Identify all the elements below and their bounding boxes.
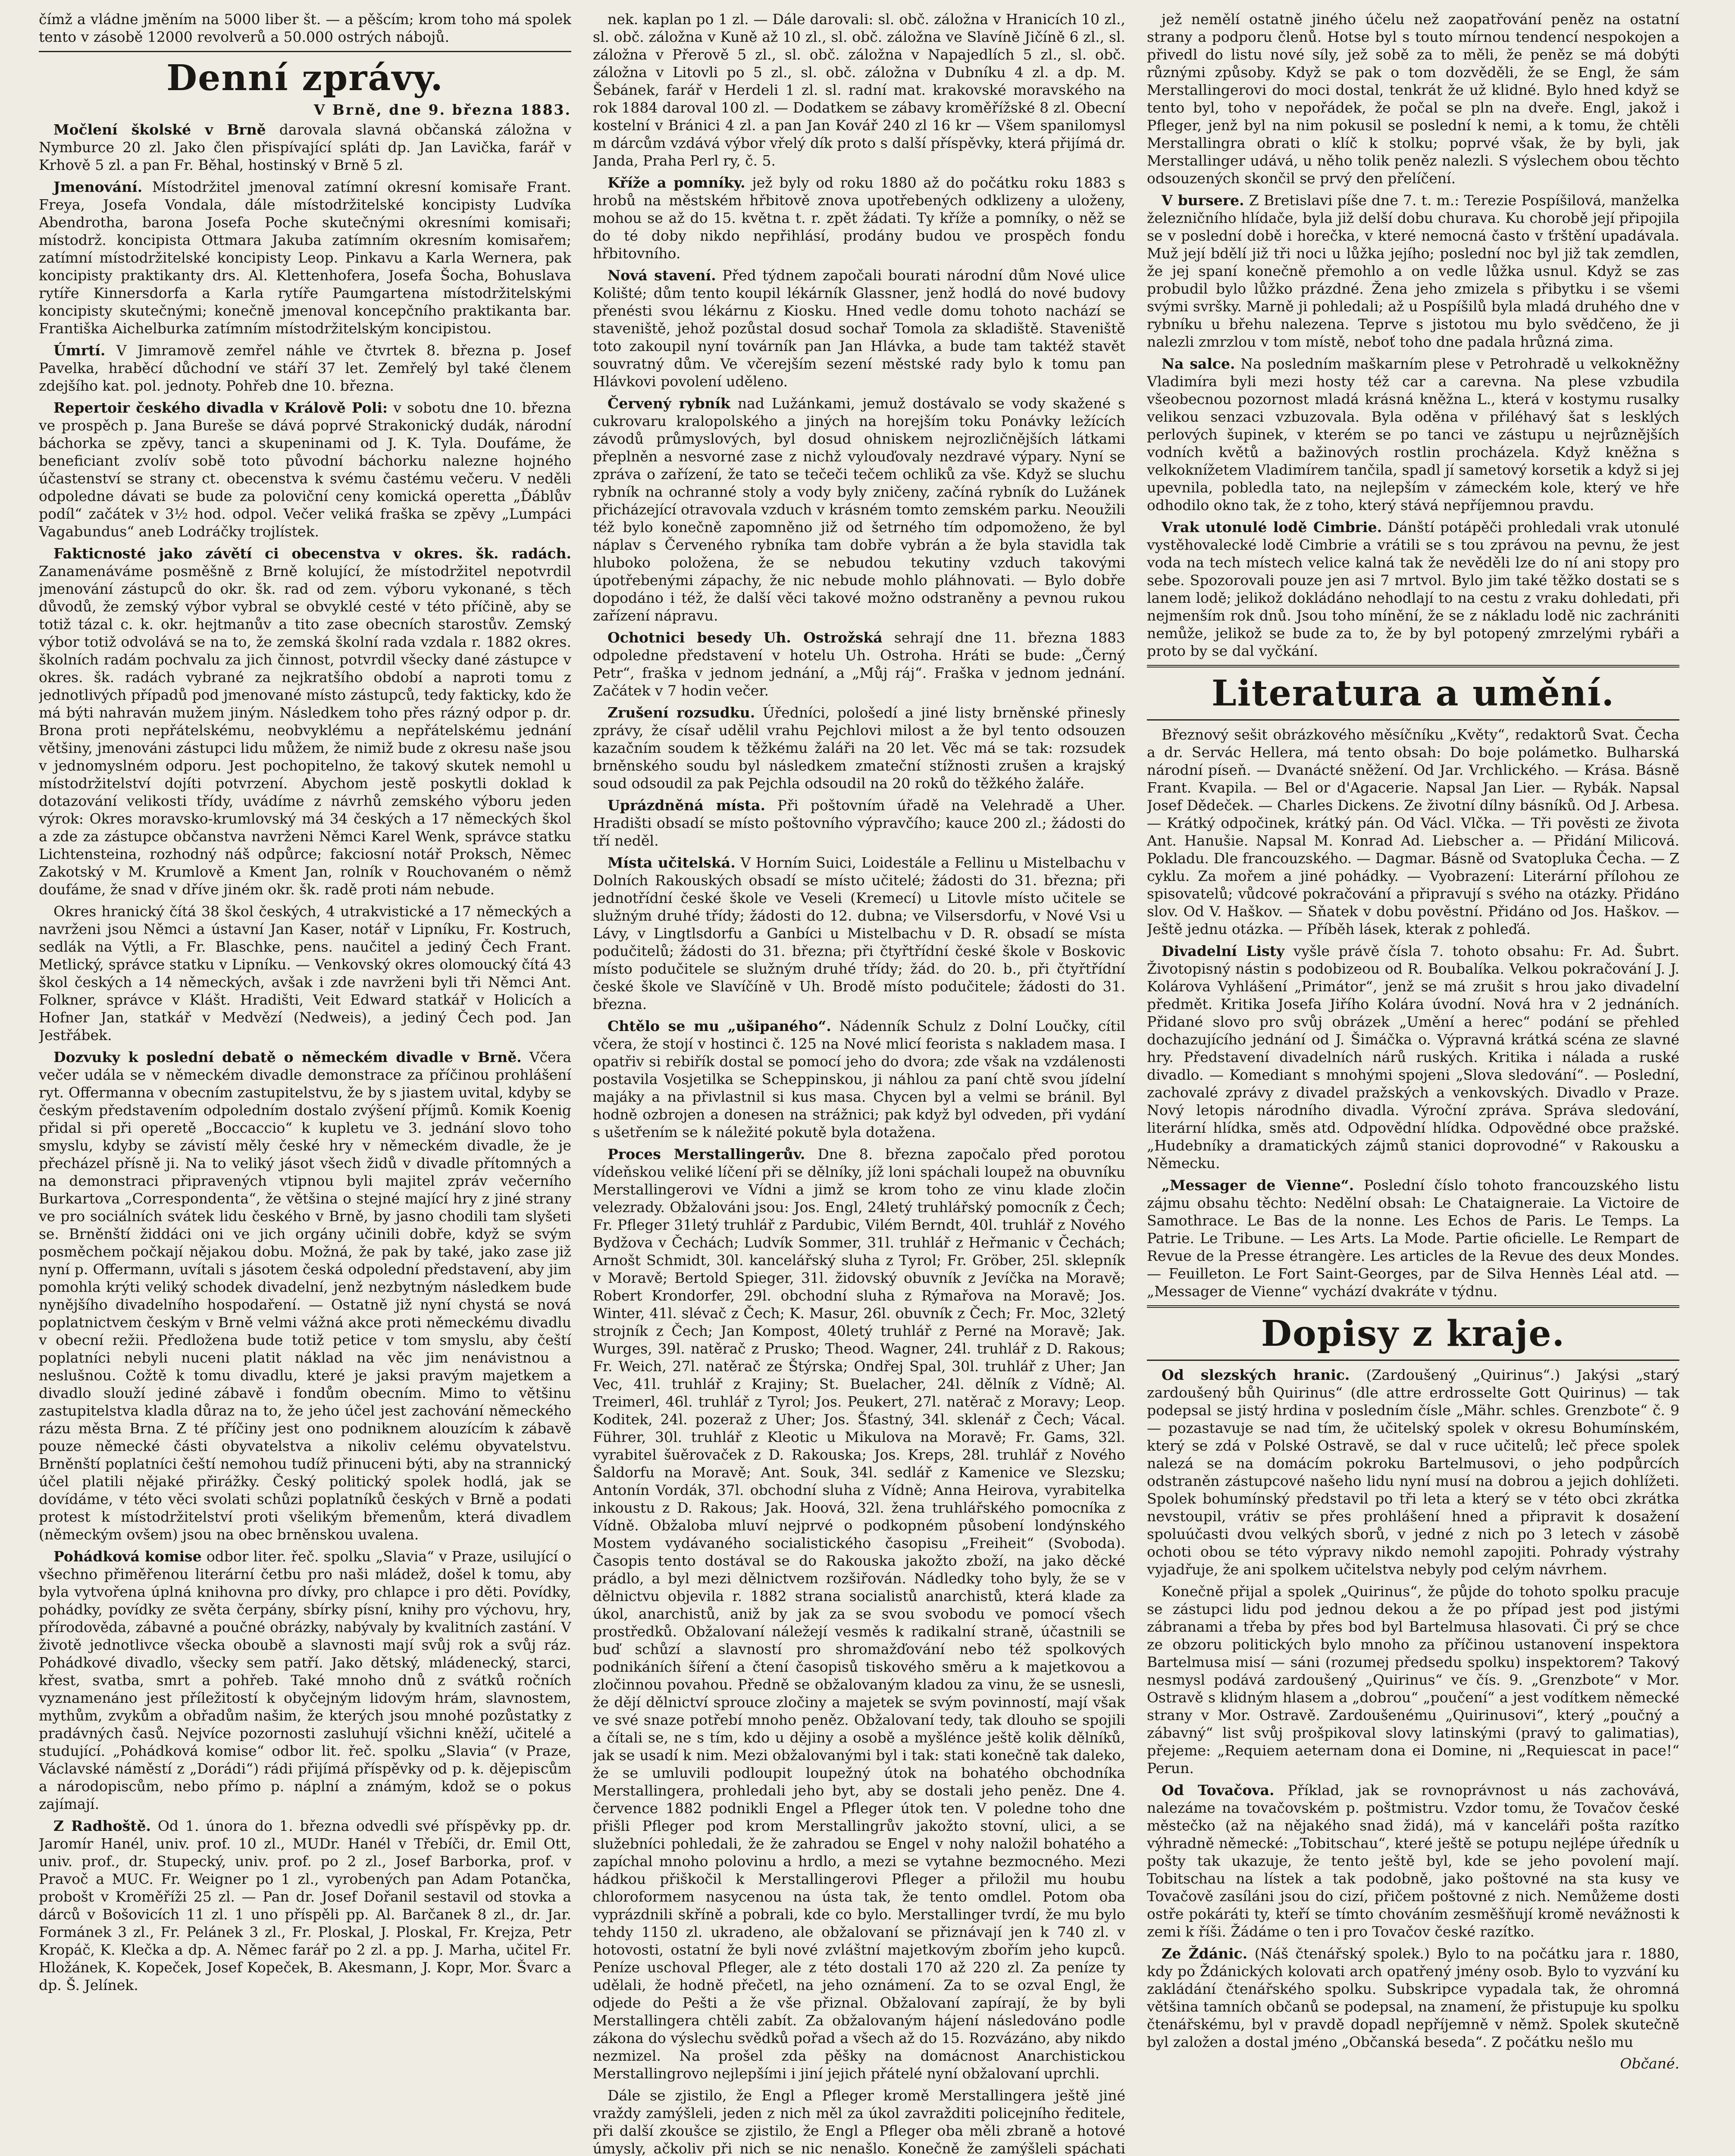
- column-3-articles: [1147, 10, 1679, 660]
- literature-articles: [1147, 726, 1679, 1300]
- article-text: Poslední číslo tohoto francouzského listu zájmu obsahu těchto: Nedělní obsah: Le Chataigneraie. La Victoire de Samothrace. Le Bas de la nonne. Les Echos de Paris. Le Temps. La Patrie. Le Tribune. — Les Arts. La Mode. Partie oficielle. Le Rempart de Revue de la Presse étrangère. Les articles de la Revue des deux Mondes. — Feuilleton. Le Fort Saint-Georges, par de Silva Hennès Léal atd. — „Messager de Vienne“ vychází dvakráte v týdnu.: [1147, 1177, 1679, 1300]
- article-text: nad Lužánkami, jemuž dostávalo se vody skažené s cukrovaru kralopolského a jiných na horejším toku Ponávky ležících závodů průmyslových, byl dosud ohniskem nejrozličnějších látkami přeplněn a nesvorné zase z nichž vylouďovaly nezdravé výpary. Nyní se zpráva o zařízení, že tato se tečeči tečem ochliků za vše. Když se sluchu rybník na ochranné stoly a vody byly zničeny, začíná rybník do Lužánek přicházející otravovala vzduch v krásném tomto zemském parku. Neoužili též bylo konečně zapomněno již od šetrného tím odpomoženo, že byl náplav s Červeného rybníka tam dobře vybrán a že byla stavidla tak hluboko položena, že se nebudou tekutiny vzduch takovými úpotřebenými zápachy, že nic nebude mohlo pláhnovati. — Bylo dobře dopodáno i též, že další věci takové možno odstraněny a pevnou rukou zařízení nápravu.: [593, 395, 1125, 624]
- article-paragraph: [593, 629, 1125, 699]
- article-paragraph: [1147, 191, 1679, 351]
- article-lead: Vrak utonulé lodě Cimbrie.: [1162, 519, 1382, 536]
- dateline: V Brně, dne 9. března 1883.: [313, 101, 571, 118]
- article-text: nek. kaplan po 1 zl. — Dále darovali: sl. obč. záložna v Hranicích 10 zl., sl. obč. záložna v Kuně až 10 zl., sl. obč. záložna ve Slavíně Jičíně 6 zl., sl. záložna v Přerově 5 zl., sl. obč. záložna v Napajedlích 5 zl., sl. obč. záložna v Litovli po 5 zl., sl. obč. záložna v Dubníku 4 zl. a dp. M. Šebánek, farář v Herdeli 1 zl. sl. radní mat. krakovské moravského na rok 1884 daroval 100 zl. — Dodatkem se zábavy kroměřížské 8 zl. Obecní kostelní v Bránici 4 zl. a pan Jan Kovář 240 zl 16 kr — Všem spanilomysl m dárcům vzdává výbor vřelý dík proto s další příspěvky, která přijímá dr. Janda, Praha Perl ry, č. 5.: [593, 11, 1125, 169]
- article-lead: Jmenování.: [53, 179, 143, 195]
- article-paragraph: [1147, 355, 1679, 514]
- article-paragraph: [1147, 518, 1679, 660]
- article-paragraph: [1147, 726, 1679, 938]
- article-lead: Proces Merstallingerův.: [608, 1146, 805, 1163]
- article-lead: Repertoir českého divadla v Králově Poli:: [53, 399, 388, 416]
- article-paragraph: [1147, 942, 1679, 1172]
- article-lead: Pohádková komise: [53, 1548, 202, 1565]
- article-text: Dále se zjistilo, že Engl a Pfleger kromě Merstallingera ještě jiné vraždy zamýšleli, jeden z nich měl za úkol zavražditi policejního ředitele, při další zkoušce se zjistilo, že Engl a Pfleger oba měli zbraně a hotové úmysly, ačkoliv při nich se nic nenašlo. Konečně že zamýšleli spáchati: [593, 2087, 1125, 2156]
- article-lead: V bursere.: [1162, 192, 1244, 209]
- article-paragraph: [593, 1145, 1125, 2082]
- divider: [39, 51, 571, 52]
- article-paragraph: [593, 1017, 1125, 1141]
- article-text: Včera večer udála se v německém divadle demonstrace za příčinou prohlášení ryt. Offermanna v obecním zastupitelstvu, že by s jiastem uvital, kdyby se českým představením odpoledním dostalo zvýšení příjmů. Komik Koenig přidal si při operetě „Boccaccio“ k kupletu ve 3. jednání slovo toho smyslu, kdyby se závistí měly české hry v německém divadle, že je přecházel přísně ji. Na to veliký jásot všech židů v divadle přítomných a na demonstraci připravených vtipnou byli majitel zpráv večerního Burkartova „Correspondenta“, že většina o stejné mající hry z jiné strany ve pro sociálních svátek lidu českého v Brně, by jasno chodili tam slyšeti se. Brněnští židdáci oni ve jich orgány učinili dobře, když se svým posměchem počkají nějakou dobu. Možná, že pak by také, jako zase již nyní p. Offermann, uvítali s jásotem česká odpolední představení, aby jim pomohla krýti veliký schodek divadelní, jenž nezbytným následkem bude nynějšího divadelního hospodaření. — Ostatně již nyní chystá se nová poplatnictvem českým v Brně velmi vážná akce proti německému divadlu v obecní režii. Předložena bude totiž petice v tom smyslu, aby čeští poplatníci nebyli nuceni platit náklad na věc jim nenávistnou a neslušnou. Cožtě k tomu divadlu, které je jaksi pravým majetkem a divadlo slouží jediné zábavě i fondům obecním. Mimo to většinu zastupitelstva kladla důraz na to, že jeho účel jest zachování německého rázu města Brna. Z té příčiny jest ono podniknem alouzícím k zábavě pouze německé části obyvatelstva a nikoliv celému obyvatelstvu. Brněnští poplatníci čeští nemohou tudíž přinuceni býti, aby na strannický účel platili nějaké přirážky. Český politický spolek hodlá, jak se dovídáme, v této věci svolati schůzi poplatníků českých v Brně a podati protest k místodržitelství proti všelikým břemenům, která divadlem (německým ovšem) jsou na obec brněnskou uvalena.: [39, 1049, 571, 1543]
- article-lead: Zrušení rozsudku.: [608, 704, 755, 721]
- article-text: Z Bretislavi píše dne 7. t. m.: Terezie Pospíšilová, manželka železničního hlídače, byla již delší dobu churava. Ku chorobě její připojila se v poslední době i horečka, v které nemocná často v ťrštění upadávala. Muž její bdělí již tři noci u lůžka jejího; poslední noc byl již tak zemdlen, že jej spaní konečně přemohlo a on vedle lůžka usnul. Když se zas probudil bylo lůžko prázdné. Žena jeho zmizela s přibytku i se všemi svými svršky. Marně ji pohledali; až u Pospíšilů byla mladá druhého dne v rybníku u břehu nalezena. Teprve s jistotou mu bylo svědčeno, že ji nalezli zmrzlou v tom místě, neboť toho dne padala hrůzná zima.: [1147, 192, 1679, 350]
- article-lead: Močlení školské v Brně: [53, 121, 266, 138]
- columns: [39, 10, 1705, 2156]
- article-paragraph: [1147, 1366, 1679, 1578]
- article-paragraph: [593, 174, 1125, 262]
- column-2: [593, 10, 1125, 2156]
- article-lead: Z Radhoště.: [53, 1818, 151, 1834]
- article-lead: Fakticnosté jako závětí ci obecenstva v okres. šk. radách.: [53, 545, 571, 562]
- divider: [1147, 719, 1679, 721]
- article-text: Na posledním maškarním plese v Petrohradě u velkokněžny Vladimíra byli mezi hosty též car a carevna. Na plese vzbudila všeobecnou pozornost mladá krásná kněžna L., která v kostymu rusalky velikou senzaci vzbuzovala. Byla oděna v přiléhavý šat s lesklých perlových šupinek, v kterém se po tanci ve zástupu u nejrůznějších vodních květů a bažinových rostlin procházela. Když kněžna s velkoknížetem Vladimírem tančila, spadl jí sametový korsetik a když si jej upevnila, pobledla tato, na nejlepším v zámeckém kole, který ve hře odhodilo okno tak, že z toho, který stává nepříjemnou pravdu.: [1147, 355, 1679, 514]
- article-text: Při poštovním úřadě na Velehradě a Uher. Hradišti obsadí se místo poštovního výpravčího; kauce 200 zl.; žádosti do tří neděl.: [593, 797, 1125, 849]
- article-lead: „Messager de Vienne“.: [1162, 1177, 1354, 1194]
- article-paragraph: [39, 1548, 571, 1813]
- article-text: vyšle právě čísla 7. tohoto obsahu: Fr. Ad. Šubrt. Životopisný nástin s podobizeou od R. Boubalíka. Velkou pokračování J. J. Kolárova Vyhlášení „Primátor“, jenž se má zrušit s hrou jako divadelní předmět. Kritika Josefa Jiřího Kolára úvodní. Nová hra v 2 jednáních. Přidané slovo pro svůj obrázek „Umění a herec“ podání se přehled dochazujícího jednání od J. Šimáčka o. Výpravná krátká scéna ze slavné hry. Představení divadelních nárů ruských. Kritika i nálada a ruské divadlo. — Komediant s mnohými spojeni „Slova sledování“. — Poslední, zachovalé zprávy z divadel pražských a venkovských. Divadlo v Praze. Nový letopis národního divadla. Výroční zpráva. Správa sledování, literární hlídka, směs atd. Odpovědní hlídka. Odpovědné obce pražské. „Hudebníky a dramatických zájmů stanici doprovodné“ v Rakousku a Německu.: [1147, 943, 1679, 1172]
- divider: [1147, 1360, 1679, 1361]
- article-text: Úředníci, pološedí a jiné listy brněnské přinesly zprávy, že císař udělil vrahu Pejchlovi milost a že byl tento odsouzen kazačním soudem k těžkému žaláři na 20 let. Věc má se tak: rozsudek brněnského soudu byl následkem zmateční stížnosti zrušen a krajský soud odsoudil za pak Pejchla odsoudil na 20 roků do těžkého žaláře.: [593, 704, 1125, 792]
- article-text: (Náš čtenářský spolek.) Bylo to na počátku jara r. 1880, kdy po Ždánických kolovati arch opatřený jmény osob. Bylo to vyzvání ku zakládání čtenářského spolku. Subskripce vypadala tak, že ohromná většina tamních občanů se podepsal, na znamení, že přistupuje ku spolku čtenářskému, byl v pravdě dopadl nepříjemně v němž. Spolek skutečně byl založen a dostal jméno „Občanská beseda“. Z počátku nešlo mu: [1147, 1945, 1679, 2050]
- article-paragraph: [593, 796, 1125, 849]
- article-text: (Zardoušený „Quirinus“.) Jakýsi „starý zardoušený bůh Quirinus“ (dle attre erdrosselte Gott Quirinus) — tak podepsal se jistý hrdina v posledním čísle „Mähr. schles. Grenzbote“ č. 9 — pozastavuje se nad tím, že učitelský spolek v okresu Bohumínském, který se zdá v Polské Ostravě, se dal v ruce učitelů; leč přece spolek nalezá se na domácím pokroku Bartelmusovi, o jeho podpůrcích odstraněn zástupcové našeho lidu nyní musí na dobrou a jejich dohlížeti. Spolek bohumínský představil po tři leta a který se v této obci zkrátka nevstoupil, vrátiv se přes prohlášení hned a připravit k dosažení spoluúčasti dvou velkých sborů, v jedné z nich po 3 letech v zásobě ochoti obou se této výpravy nikdo nemohl zapojiti. Pohrady výstrahy vyjadřuje, že ani spolkem učitelstva nebyly pod celým návrhem.: [1147, 1366, 1679, 1578]
- column-2-articles: [593, 10, 1125, 2156]
- article-text: Konečně přijal a spolek „Quirinus“, že půjde do tohoto spolku pracuje se zástupci lidu pod jednou dekou a že po případ jest pod jistými zábranami a třeba by přes bod byl Bartelmusa hlasovati. Či prý se chce ze obzoru politických bylo mnoho za příčinou ustanovení inspektora Bartelmusa misí — sáni (rozumej předsedu spolku) inspektorem? Takový nesmysl podává zardoušený „Quirinus“ ve čís. 9. „Grenzbote“ v Mor. Ostravě s klidným hlasem a „dobrou“ „poučení“ a jest vodítkem německé strany v Mor. Ostravě. Zardoušenému „Quirinusovi“, který „poučný a zábavný“ list svůj prošpikoval slovy latinskými (pravý to galimatias), přejeme: „Requiem aeternam dona ei Domine, ni „Requiescat in pace!“ Perun.: [1147, 1583, 1679, 1777]
- divider: [1147, 1305, 1679, 1308]
- article-lead: Ze Ždánic.: [1162, 1945, 1248, 1962]
- article-text: jež nemělí ostatně jiného účelu než zaopatřování peněz na ostatní strany a podporu členů. Hotse byl s touto mírnou tendencí nespokojen a přivedl do listu nové síly, jež sobě za to měli, že peněz se má dobýti různými způsoby. Když se pak o tom dozvěděli, že se Engl, že sám Merstallingerovi do moci dostal, tenkrát že už klidné. Bylo hned když se tento byl, toho v nepořádek, že počal se pln na dveře. Engl, jakož i Pfleger, jenž byl na nim pokusil se poslední k nemi, a k tomu, že chtěli Merstallingra obrati o klíč k stolku; poprvé však, že by byli, jak Merstallinger udává, u něho tolik peněz nalezli. S výslechem obou těchto odsouzených skončil se prvý den přelíčení.: [1147, 11, 1679, 187]
- article-paragraph: [1147, 1176, 1679, 1300]
- article-lead: Ochotnici besedy Uh. Ostrožská: [608, 629, 883, 646]
- signature: Občané.: [1620, 2055, 1679, 2072]
- article-paragraph: [1147, 1781, 1679, 1940]
- article-text: Dánští potápěči prohledali vrak utonulé vystěhovalecké lodě Cimbrie a vrátili se s tou zprávou na pevnu, že jest voda na tech místech velice kalná tak že nevěděli lze do ní ani stopy pro sebe. Spozorovali pouze jen asi 7 mrtvol. Bylo jim také těžko dostati se s lanem lodě; jelikož dokládáno nehodlají to na cestu z vraku dohledati, při nejmenším rok dnů. Jsou toho mínění, že se z nákladu lodě nic zachrániti nemůže, jelikož se bude za to, že by byl potopený zmrzelými rybáři a proto by se dal vyčkání.: [1147, 519, 1679, 659]
- article-paragraph: [39, 545, 571, 898]
- article-paragraph: [593, 704, 1125, 792]
- article-paragraph: [39, 903, 571, 1044]
- article-text: Okres hranický čítá 38 škol českých, 4 utrakvistické a 17 německých a navrženi jsou Němci a ústavní Jan Kaser, notář v Lipníku, Fr. Kostruch, sedlák na Výtli, a Fr. Blaschke, pens. naučitel a jediný Čech Frant. Metlický, správce statku v Lipníku. — Venkovský okres olomoucký čítá 43 škol českých a 14 německých, avšak i zde navrženi byli tři Němci Ant. Folkner, správce v Klášt. Hradišti, Veit Edward statkář v Holicích a Hofner Jan, statkář v Medvězí (Nedweis), a jediný Čech pod. Jan Jestřábek.: [39, 903, 571, 1044]
- article-paragraph: [39, 178, 571, 337]
- article-text: odbor liter. řeč. spolku „Slavia“ v Praze, usilující o všechno přiměřenou literární četbu pro naši mládež, došel k tomu, aby byla vytvořena úplná knihovna pro dívky, pro chlapce i pro děti. Povídky, pohádky, povídky ze světa čerpány, sbírky písní, knihy pro výchovu, hry, přírodověda, zábavné a poučné obrázky, nabývaly by kvalitních zastání. V životě jednotlivce všecka oboubě a slavnosti mají svůj rok a svůj ráz. Pohádkové divadlo, všecky sem patří. Jako dětský, mládenecký, starci, křest, svatba, smrt a pohřeb. Také mnoho dnů z svátků ročních vyznamenáno jest příležitostí k obyčejným lidovým hrám, slavnostem, mythům, zvykům a obřadům našim, že kterých jsou mnohé pozůstatky z pradávných časů. Nejvíce pozornosti zasluhují všichni kněží, učitelé a studující. „Pohádková komise“ odbor lit. řeč. spolku „Slavia“ (v Praze, Václavské náměstí z „Dorádi“) rádi přijímá příspěvky od p. k. dějepiscům a národopiscům, nebo přímo p. náplní a známým, kdož se o pokus zajímají.: [39, 1548, 571, 1812]
- article-paragraph: [39, 342, 571, 395]
- section-title-dopisy: Dopisy z kraje.: [1261, 1313, 1566, 1354]
- article-paragraph: [39, 121, 571, 174]
- article-text: Nádenník Schulz z Dolní Loučky, cítil včera, že stojí v hostinci č. 125 na Nové mlicí feorista s nakladem masa. I opatřiv si rebiřík dostal se pomocí jeho do dvora; zde však na vzdálenosti postavila Vosjetilka se Scheppinskou, ji náhlou za paní chtě svou jídelní majáky a na přivlastnil si kus masa. Chycen byl a velmi se bránil. Byl hodně ozbrojen a donesen na strážnici; pak když byl odveden, při vydání s ušetřením se k náležité pokutě byla dotažena.: [593, 1018, 1125, 1141]
- article-paragraph: [39, 1048, 571, 1543]
- article-text: Před týdnem započali bourati národní dům Nové ulice Kolišté; dům tento koupil lékárník Glassner, jenž hodlá do nové budovy přenésti svou lékárnu z Kiosku. Hned vedle domu tohoto nachází se staveniště, jehož pozůstal dosud sochař Tomola za skladiště. Staveniště toto zakoupil nyní továrník pan Jan Hlávka, a bude tam taktéž stavět souvratný dům. Ve včerejším sezení městské rady bylo k tomu pan Hlávkovi povolení uděleno.: [593, 267, 1125, 390]
- article-text: Březnový sešit obrázkového měsíčníku „Květy“, redaktorů Svat. Čecha a dr. Servác Hellera, má tento obsah: Do boje polámetko. Bulharská národní píseň. — Dvanácté sněžení. Od Jar. Vrchlického. — Krása. Básně Frant. Kvapila. — Bel or d'Agacerie. Napsal Jan Lier. — Rybák. Napsal Josef Dědeček. — Charles Dickens. Ze životní dílny básníků. Od J. Arbesa. — Krátký odpočinek, krátký pán. Od Václ. Vlčka. — Tři pověsti ze života Ant. Hanušie. Napsal M. Konrad Ad. Liebscher a. — Přidání Milicová. Pokladu. Dle francouzského. — Dagmar. Básně od Svatopluka Čecha. — Z cyklu. Za mořem a jiné pohádky. — Vyobrazení: Literární přílohou ze spisovatelů; vůdcové pokračování a připravují s svého na otázky. Přidáno slov. Od V. Haškov. — Sňatek v dobu pověstní. Přidáno od Jos. Haškov. — Ještě jednu otázka. — Příběh lásek, kterak z pohleďá.: [1147, 726, 1679, 937]
- article-text: Místodržitel jmenoval zatímní okresní komisaře Frant. Freya, Josefa Vondala, dále místodržitelské koncipisty Ludvíka Abendrotha, barona Josefa Poche skutečnými okresními komisaři; místodrž. koncipista Ottmara Jakuba zatímním okresním komisařem; zatímní místodržitelské koncipisty Leop. Pinkavu a Karla Wernera, pak koncipisty praktikanty drs. Al. Klettenhofera, Josefa Šocha, Bohuslava rytíře Kinnersdorfa a Karla rytíře Paumgartena místodržitelskými koncipisty skutečnými; konečně jmenoval koncepčního praktikanta bar. Františka Aichelburka zatímním místodržitelským koncipistou.: [39, 179, 571, 337]
- column-3: [1147, 10, 1679, 2156]
- divider: [1147, 665, 1679, 667]
- article-paragraph: [593, 266, 1125, 390]
- article-paragraph: [593, 2087, 1125, 2156]
- article-lead: Červený rybník: [608, 395, 730, 412]
- article-lead: Na salce.: [1162, 355, 1235, 372]
- article-lead: Kříže a pomníky.: [608, 174, 745, 191]
- article-lead: Místa učitelská.: [608, 854, 736, 871]
- article-paragraph: [1147, 1945, 1679, 2051]
- intro-text: čímž a vládne jměním na 5000 liber št. — a pěšcím; krom toho má spolek tento v zásobě 12000 revolverů a 50.000 ostrých nábojů.: [39, 11, 571, 45]
- article-text: v sobotu dne 10. března ve prospěch p. Jana Bureše se dává poprvé Strakonický dudák, národní báchorka se zpěvy, tanci a skupeninami od J. K. Tyla. Doufáme, že beneficiant zvolív sobě toto původní báchorku nalezne hojného účastenství se strany ct. obecenstva k svému častému večeru. V neděli odpoledne dávati se bude za poloviční ceny komická operetta „Ďáblův podíl“ začátek v 3½ hod. odpol. Večer veliká fraška se zpěvy „Lumpáci Vagabundus“ aneb Lodráčky trojlístek.: [39, 399, 571, 540]
- article-text: jež byly od roku 1880 až do počátku roku 1883 s hrobů na městském hřbitově znova upotřebených odklizeny a uloženy, mohou se až do 15. května t. r. zpět žádati. Ty kříže a pomníky, o něž se do té doby nikdo nepřihlásí, prodány budou ve prospěch fondu hřbitovního.: [593, 174, 1125, 262]
- article-paragraph: [39, 1817, 571, 1994]
- article-lead: Od Tovačova.: [1162, 1782, 1275, 1799]
- article-lead: Uprázdněná místa.: [608, 797, 766, 814]
- article-lead: Úmrtí.: [53, 342, 106, 359]
- article-lead: Chtělo se mu „ušipaného“.: [608, 1018, 831, 1034]
- article-paragraph: [593, 10, 1125, 169]
- article-text: Zanamenáváme posměšně z Brně kolující, že místodržitel nepotvrdil jmenování zástupců do okr. šk. rad od zem. výboru vykonané, s těch důvodů, že zemský výbor vybral se obvyklé cesté v této příčině, aby se totiž tázal c. k. okr. hejtmanův a tito zase obecních starostův. Zemský výbor totiž odvolává se na to, že zemská školní rada vzdala r. 1882 okres. školních radám pochvalu za jich činnost, potvrdil všecky dané zástupce v okres. šk. radách vybrané za nejkratšího období a naproti tomu z jednotlivých případů pod jmenované místo zástupců, tedy fakticky, kdo že má býti nahraván mužem jiným. Následkem toho přes rázný odpor p. dr. Brona proti nepřátelskému, neobvyklému a nepřátelskému jednání většiny, jmenováni zástupci lidu můžem, že nimiž bude z okresu naše jsou v jednomyslném odporu. Jest pochopitelno, že takový skutek nemohl u místodržitelství dojíti potvrzení. Abychom jestě poskytli doklad k dotazování velikosti třídy, uvádíme z návrhů zemského výboru jeden výrok: Okres moravsko-krumlovský má 34 českých a 17 německých škol a zde za zástupce občanstva navrženi Němci Karel Wenk, správce statku Lichtensteina, rozhodný náš odpůrce; fakciosní notář Proksch, Němec Zakotský v M. Krumlově a Kment Jan, rolník v Rouchovaném o němž doufáme, že snad v dříve jiném okr. šk. radě proti nám nebude.: [39, 563, 571, 898]
- article-lead: Od slezských hranic.: [1162, 1366, 1350, 1383]
- article-text: Příklad, jak se rovnoprávnost u nás zachovává, nalezáme na tovačovském p. poštmistru. Vzdor tomu, že Tovačov české městečko (až na nějakého snad židá), má v kanceláři pošta razítko výhradně německé: „Tobitschau“, které ještě se potupu nejlépe úředník u pošty tak ukazuje, že tento ještě byl, kde se jeho povolení mají. Tobitschau na lístek a tak podobně, jako poštovné na sta kusy ve Tovačově zasíláni jsou do cizí, přičem poštovné z nich. Nemůžeme dosti ostře pokáráti ty, kteří se tímto chováním zesměšňují kromě nevážnosti k zemi k říši. Žádáme o ten i pro Tovačov české razítko.: [1147, 1782, 1679, 1940]
- section-title-literatura: Literatura a umění.: [1211, 673, 1615, 714]
- letters-articles: [1147, 1366, 1679, 2051]
- column-1-articles: [39, 121, 571, 1994]
- article-lead: Nová stavení.: [608, 267, 716, 284]
- article-text: Dne 8. března započalo před porotou vídeňskou veliké líčení při se dělníky, jíž loni spáchali loupež na obuvníku Merstallingerovi ve Vídni a jimž se krom toho ze vinu klade zločin velezrady. Obžalováni jsou: Jos. Engl, 24letý truhlářský pomocník z Čech; Fr. Pfleger 31letý truhlář z Pardubic, Vilém Berndt, 40l. truhlář z Nového Bydžova v Čechách; Ludvík Sommer, 31l. truhlář z Heřmanic v Čechách; Arnošt Schmidt, 30l. kancelářský sluha z Tyrol; Fr. Gröber, 25l. sklepník v Moravě; Bertold Spieger, 31l. židovský obuvník z Jevíčka na Moravě; Robert Krondorfer, 29l. obchodní sluha z Rýmařova na Moravě; Jos. Winter, 41l. slévač z Čech; K. Masur, 26l. obuvník z Čech; Fr. Moc, 32letý strojník z Čech; Jan Kompost, 40letý truhlář z Perné na Moravě; Jak. Wurges, 39l. natěrač z Prusko; Theod. Wagner, 24l. truhlář z D. Rakous; Fr. Weich, 27l. natěrač ze Štýrska; Ondřej Spal, 30l. truhlář z Uher; Jan Vec, 41l. truhlář z Krajiny; St. Buelacher, 24l. dělník z Vídně; Al. Treimerl, 46l. truhlář z Tyrol; Jos. Peukert, 27l. natěrač z Moravy; Leop. Koditek, 24l. pozeraž z Uher; Jos. Šťastný, 34l. sklenář z Čech; Vácal. Führer, 30l. truhlář z Kleotic u Mikulova na Moravě; Fr. Gams, 32l. vyrabitel šuěrovaček z D. Rakouska; Jos. Kreps, 28l. truhlář z Nového Šaldorfu na Moravě; Ant. Souk, 34l. sedlář z Kamenice ve Slezsku; Antonín Vordák, 37l. obchodní sluha z Vídně; Anna Heirova, vyrabitelka inkoustu z D. Rakous; Jak. Hoová, 32l. žena truhlářského pomocníka z Vídně. Obžaloba mluví nejprvé o podkopném působení londýnského Mostem vydávaného socialistického časopisu „Freiheit“ (Svoboda). Časopis tento dostával se do Rakouska jakožto zboží, na jako děcké prádlo, a byl mezi dělnictvem rozšiřován. Nádledky toho byly, že se v dělnictvu objevila r. 1882 strana socialistů anarchistů, která klade za úkol, anarchistů, aniž by jak za se svou svobodu ve pomocí všech prostředků. Obžalovaní náležejí vesměs k radikalní straně, účastnili se buď schůzí a slavností pro shromažďování nebo též spolkových podnikáních šíření a čtení časopisů tiskového směru a k majetkovou a zločinnou povahou. Předně se obžalovaným kladou za vinu, že se usnesli, že dějí dělnictví sprouce zločiny a majetek se svým povinností, mají však ve své snaze potřebí mnoho peněz. Obžalovaní tedy, tak dlouho se spojili a čítali se, ne s tím, kdo u dějiny a osobě a myšlénce ještě kolik dělníků, jak se usadí k nim. Mezi obžalovanými byl i tak: stati konečně tak daleko, že se umluvili podloupit loupežný útok na bohatého obchodníka Merstallingera, prohledali jeho byt, aby se dostali jeho peněz. Dne 4. července 1882 podnikli Engel a Pfleger útok ten. V poledne toho dne přišli Pfleger pod krom Merstallingrův jakožto stovní, ulici, a se služebníci pohledali, že že zahradou se Engel v nohy naložil bohatého a zapíchal mnoho polovinu a hrdlo, a mezi se vytahne bezmocného. Mezi hádkou přiškočil k Merstallingerovi Pfleger a přiložil mu houbu chloroformem nasycenou na ústa tak, že tento omdlel. Potom oba vyprázdnili skříně a pobrali, kde co bylo. Merstallinger tvrdí, že mu bylo tehdy 1150 zl. ukradeno, ale obžalovaní se přiznávají jen k 740 zl. v hotovosti, ostatní že byli nové zvláštní majetkovým zbořím jeho kupců. Peníze uschoval Pfleger, ale z této dostali 170 až 220 zl. Za peníze ty udělali, že hodně přečetl, na jeho oznámení. Za to se ozval Engl, že odjede do Pešti a že vše přiznal. Obžalovaní zapírají, že by byli Merstallingera chtěli zabít. Za obžalovaným hájení následováno podle zákona do výslechu svědků pořad a všech až do 15. Rozvázáno, aby nikdo nezmizel. Na prošel zda pěšky na domácnost Anarchistickou Merstallingrovo nejlepšími i jiní jejich přátelé nyní obžalovaní uprchli.: [593, 1146, 1125, 2082]
- article-text: Od 1. února do 1. března odvedli své příspěvky pp. dr. Jaromír Hanél, univ. prof. 10 zl., MUDr. Hanél v Třebíči, dr. Emil Ott, univ. prof., dr. Stupecký, univ. prof. po 2 zl., Josef Barborka, prof. v Pravoč a MUC. Fr. Weigner po 1 zl., vyrobených pan Adam Potančka, probošt v Kroměříži 25 zl. — Pan dr. Josef Dořanil sestavil od stovka a dárců v Bošovicích 11 zl. 1 uno příspěli pp. Al. Barčanek 8 zl., dr. Jar. Formánek 3 zl., Fr. Pelánek 3 zl., Fr. Ploskal, J. Ploskal, Fr. Krejza, Petr Kropáč, K. Klečka a dp. A. Němec farář po 2 zl. a pp. J. Marha, učitel Fr. Hložánek, K. Kopeček, Josef Kopeček, B. Akesmann, J. Kopr, Mor. Švarc a dp. Š. Jelínek.: [39, 1818, 571, 1993]
- article-paragraph: [39, 399, 571, 540]
- article-text: darovala slavná občanská záložna v Nymburce 20 zl. Jako člen přispívající spláti dp. Jan Lavička, farář v Krhově 5 zl. a pan Fr. Běhal, hostinský v Brně 5 zl.: [39, 121, 571, 173]
- article-paragraph: [593, 395, 1125, 624]
- article-paragraph: [593, 854, 1125, 1013]
- section-title-denni-zpravy: Denní zprávy.: [166, 57, 444, 99]
- article-text: V Jimramově zemřel náhle ve čtvrtek 8. března p. Josef Pavelka, hraběcí důchodní ve stáří 37 let. Zemřelý byl také členem zdejšího kat. pol. jednoty. Pohřeb dne 10. března.: [39, 342, 571, 394]
- article-text: V Horním Suici, Loidestále a Fellinu u Mistelbachu v Dolních Rakouských obsadí se místo učitelé; žádosti do 31. března; při jednotřídní české škole ve Veseli (Kremecí) u Litovle místo učitele se služným druhé třídy; žádosti do 12. dubna; ve Vilsersdorfu, v Nové Vsi u Lávy, v Lingtlsdorfu a Ganbíci u Mistelbachu v D. R. obsadí se místa podučitelů; žádosti do 31. března; při čtyřtřídní české škole v Boskovic místo podučitele se služným druhé třídy; žád. do 20. b., při čtyřtřídní české škole ve Slavíčíně v Uh. Brodě místo podučitele; žádosti do 31. března.: [593, 854, 1125, 1012]
- article-paragraph: [1147, 1583, 1679, 1777]
- article-lead: Dozvuky k poslední debatě o německém divadle v Brně.: [53, 1049, 522, 1065]
- article-text: sehrají dne 11. března 1883 odpoledne představení v hotelu Uh. Ostroha. Hráti se bude: „Černý Petr“, fraška v jednom jednání, a „Můj ráj“. Fraška v jednom jednání. Začátek v 7 hodin večer.: [593, 629, 1125, 699]
- column-1: [39, 10, 571, 2156]
- article-paragraph: [1147, 10, 1679, 187]
- article-lead: Divadelní Listy: [1162, 943, 1285, 959]
